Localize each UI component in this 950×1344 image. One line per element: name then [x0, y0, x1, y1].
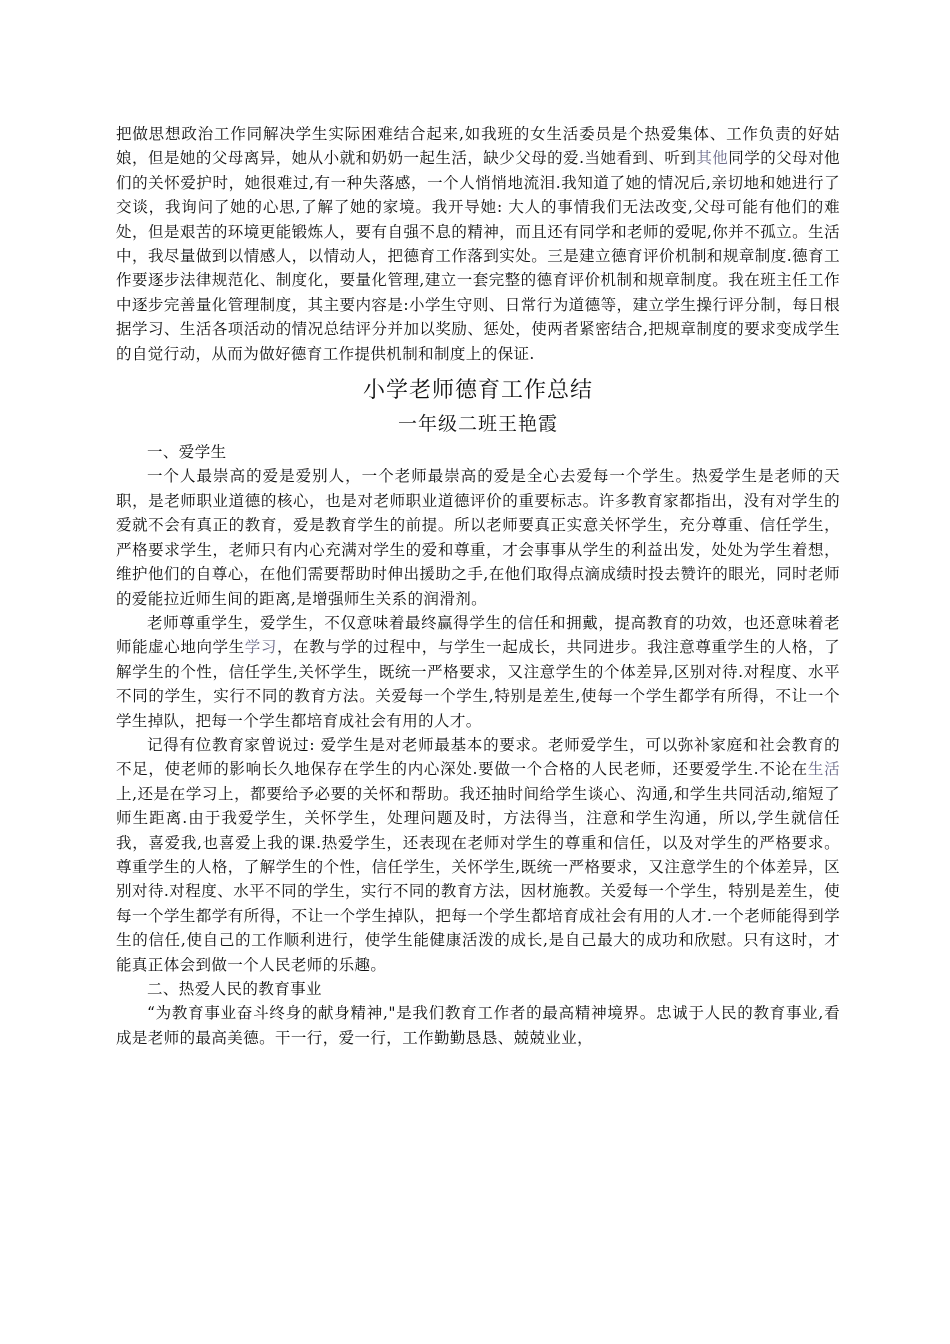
- intro-link-other[interactable]: 其他: [696, 149, 729, 168]
- section1-paragraph-3: [116, 733, 840, 977]
- intro-text-a: 把做思想政治工作同解决学生实际困难结合起来,如我班的女生活委员是个热爱集体、工作负责的好姑娘，但是她的父母离异，她从小就和奶奶一起生活，缺少父母的爱.当她看到、听到: [116, 125, 840, 168]
- section1-paragraph-2: [116, 611, 840, 733]
- section1-heading: 一、爱学生: [147, 443, 227, 462]
- document-title: 小学老师德育工作总结: [362, 378, 593, 404]
- section2-paragraph-1: “为教育事业奋斗终身的献身精神,"是我们教育工作者的最高精神境界。忠诚于人民的教育事业,看成是老师的最高美德。干一行，爱一行，工作勤勤恳恳、兢兢业业，: [116, 1004, 840, 1047]
- section1-p2-text-b: ，在教与学的过程中，与学生一起成长，共同进步。我注意尊重学生的人格，了解学生的个性，信任学生,关怀学生，既统一严格要求，又注意学生的个体差异,区别对待.对程度、水平不同的学生，实行不同的教育方法。关爱每一个学生,特别是差生,使每一个学生都学有所得，不让一个学生掉队，把每一个学生都培育成社会有用的人才。: [116, 638, 840, 730]
- section1-p3-link-life[interactable]: 生活: [807, 760, 840, 779]
- section1-p2-text-a: 老师尊重学生，爱学生，不仅意味着最终赢得学生的信任和拥戴，提高教育的功效，也还意味着老师能虚心地向学生: [116, 613, 840, 657]
- section1-p3-text-a: 记得有位教育家曾说过: 爱学生是对老师最基本的要求。老师爱学生，可以弥补家庭和社会教育的不足，使老师的影响长久地保存在学生的内心深处.要做一个合格的人民老师，还要爱学生.不论在: [116, 735, 840, 779]
- section2-heading: 二、热爱人民的教育事业: [147, 980, 322, 998]
- section1-p2-link-study[interactable]: 学习: [244, 638, 277, 657]
- document-page: [116, 122, 840, 1050]
- section1-p3-text-b: 上,还是在学习上，都要给予必要的关怀和帮助。我还抽时间给学生谈心、沟通,和学生共同活动,缩短了师生距离.由于我爱学生，关怀学生，处理问题及时，方法得当，注意和学生沟通，所以,学生就信任我，喜爱我,也喜爱上我的课.热爱学生，还表现在老师对学生的尊重和信任，以及对学生的严格要求。尊重学生的人格，了解学生的个性，信任学生，关怀学生,既统一严格要求，又注意学生的个体差异，区别对待.对程度、水平不同的学生，实行不同的教育方法，因材施教。关爱每一个学生，特别是差生，使每一个学生都学有所得，不让一个学生掉队，把每一个学生都培育成社会有用的人才.一个老师能得到学生的信任,使自己的工作顺利进行，使学生能健康活泼的成长,是自己最大的成功和欣慰。只有这时，才能真正体会到做一个人民老师的乐趣。: [116, 784, 840, 974]
- section1-paragraph-1: 一个人最崇高的爱是爱别人，一个老师最崇高的爱是全心去爱每一个学生。热爱学生是老师的天职，是老师职业道德的核心，也是对老师职业道德评价的重要标志。许多教育家都指出，没有对学生的爱就不会有真正的教育，爱是教育学生的前提。所以老师要真正实意关怀学生，充分尊重、信任学生，严格要求学生，老师只有内心充满对学生的爱和尊重，才会事事从学生的利益出发，处处为学生着想，维护他们的自尊心，在他们需要帮助时伸出援助之手,在他们取得点滴成绩时投去赞许的眼光，同时老师的爱能拉近师生间的距离,是增强师生关系的润滑剂。: [116, 467, 840, 608]
- document-subtitle: 一年级二班王艳霞: [397, 413, 558, 436]
- intro-text-b: 同学的父母对他们的关怀爱护时，她很难过,有一种失落感，一个人悄悄地流泪.我知道了她的情况后,亲切地和她进行了交谈，我询问了她的心思,了解了她的家境。我开导她: 大人的事情我们无法改变,父母可能有他们的难处，但是艰苦的环境更能锻炼人，要有自强不息的精神，而且还有同学和老师的爱呢,你并不孤立。生活中，我尽量做到以情感人，以情动人，把德育工作落到实处。三是建立德育评价机制和规章制度.德育工作要逐步法律规范化、制度化，要量化管理,建立一套完整的德育评价机制和规章制度。我在班主任工作中逐步完善量化管理制度，其主要内容是:小学生守则、日常行为道德等，建立学生操行评分制，每日根据学习、生活各项活动的情况总结评分并加以奖励、惩处，使两者紧密结合,把规章制度的要求变成学生的自觉行动，从而为做好德育工作提供机制和制度上的保证.: [116, 149, 840, 363]
- intro-paragraph: [116, 122, 840, 366]
